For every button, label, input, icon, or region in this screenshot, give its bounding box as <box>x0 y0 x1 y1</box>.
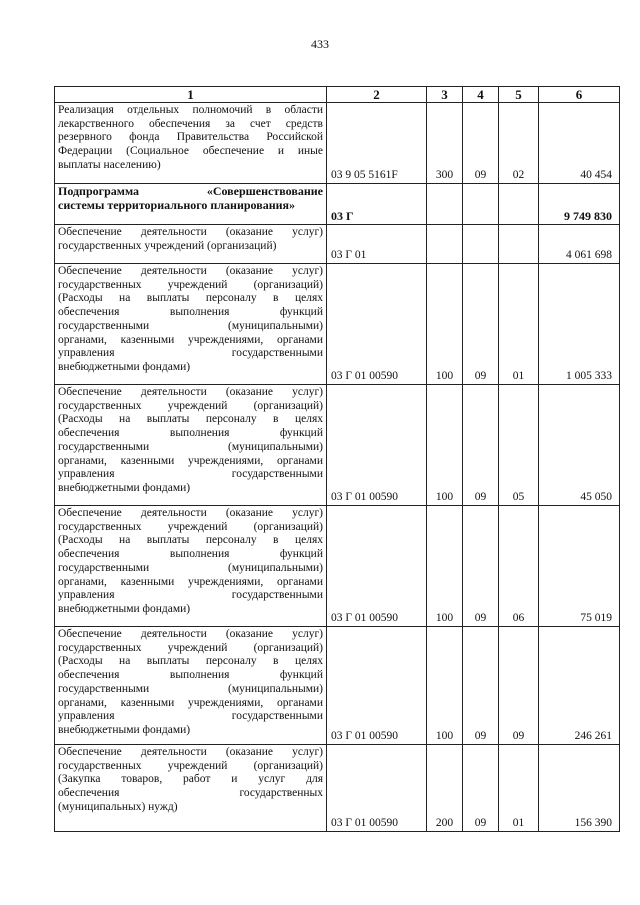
row-code: 03 Г <box>327 184 427 225</box>
row-code: 03 Г 01 00590 <box>327 264 427 385</box>
row-description <box>55 385 327 506</box>
table-row <box>55 264 620 385</box>
table-row <box>55 627 620 745</box>
description-line: обеспечения выполнения функций <box>58 306 323 319</box>
row-amount: 40 454 <box>539 103 620 184</box>
description-line: государственных учреждений (организаций) <box>58 239 277 252</box>
description-line: Обеспечение деятельности (оказание услуг) <box>58 265 323 277</box>
description-line: Реализация отдельных полномочий в области <box>58 104 323 116</box>
row-expense-type <box>427 184 463 225</box>
row-section: 09 <box>463 506 499 627</box>
description-line: внебюджетными фондами) <box>58 602 191 615</box>
description-line: государственными (муниципальными) <box>58 319 323 332</box>
description-line: резервного фонда Правительства Российской <box>58 131 323 144</box>
row-description <box>55 103 327 184</box>
description-line: лекарственного обеспечения за счет средств <box>58 117 323 130</box>
table-row <box>55 745 620 832</box>
description-line: Обеспечение деятельности (оказание услуг) <box>58 628 323 640</box>
row-expense-type <box>427 225 463 264</box>
column-header: 6 <box>539 87 620 103</box>
row-section: 09 <box>463 627 499 745</box>
row-description <box>55 264 327 385</box>
description-line: внебюджетными фондами) <box>58 481 191 494</box>
row-section <box>463 184 499 225</box>
description-line: государственными (муниципальными) <box>58 440 323 453</box>
description-line: государственных учреждений (организаций) <box>58 759 323 772</box>
table-header-row <box>55 87 620 103</box>
budget-table <box>54 86 620 832</box>
row-code: 03 Г 01 00590 <box>327 745 427 832</box>
description-line: органами, казенными учреждениями, органами <box>58 696 323 709</box>
description-line: (Расходы на выплаты персоналу в целях <box>58 655 323 668</box>
table-row <box>55 225 620 264</box>
row-section: 09 <box>463 385 499 506</box>
table-row <box>55 103 620 184</box>
row-expense-type: 100 <box>427 506 463 627</box>
description-line: органами, казенными учреждениями, органами <box>58 575 323 588</box>
description-line: внебюджетными фондами) <box>58 360 191 373</box>
description-line: (Расходы на выплаты персоналу в целях <box>58 534 323 547</box>
table-row <box>55 385 620 506</box>
description-line: государственных учреждений (организаций) <box>58 641 323 654</box>
row-subsection <box>499 184 539 225</box>
row-subsection: 09 <box>499 627 539 745</box>
description-line: системы территориального планирования» <box>58 197 296 212</box>
row-section: 09 <box>463 264 499 385</box>
row-subsection: 06 <box>499 506 539 627</box>
row-section: 09 <box>463 103 499 184</box>
row-amount: 45 050 <box>539 385 620 506</box>
description-line: управления государственными <box>58 589 323 602</box>
column-header: 4 <box>463 87 499 103</box>
description-line: (муниципальных) нужд) <box>58 800 178 813</box>
column-header: 2 <box>327 87 427 103</box>
row-subsection: 02 <box>499 103 539 184</box>
description-line: государственных учреждений (организаций) <box>58 278 323 291</box>
description-line: обеспечения государственных <box>58 787 323 800</box>
row-amount: 156 390 <box>539 745 620 832</box>
description-line: Обеспечение деятельности (оказание услуг) <box>58 746 323 758</box>
description-line: (Расходы на выплаты персоналу в целях <box>58 292 323 305</box>
row-expense-type: 100 <box>427 627 463 745</box>
row-amount: 4 061 698 <box>539 225 620 264</box>
row-subsection <box>499 225 539 264</box>
row-section <box>463 225 499 264</box>
row-description <box>55 225 327 264</box>
row-expense-type: 200 <box>427 745 463 832</box>
row-description <box>55 627 327 745</box>
table-row <box>55 506 620 627</box>
description-line: (Расходы на выплаты персоналу в целях <box>58 413 323 426</box>
description-line: выплаты населению) <box>58 158 161 171</box>
row-code: 03 Г 01 00590 <box>327 385 427 506</box>
description-line: органами, казенными учреждениями, органами <box>58 333 323 346</box>
description-line: внебюджетными фондами) <box>58 723 191 736</box>
description-line: Федерации (Социальное обеспечение и иные <box>58 145 323 158</box>
table-row <box>55 184 620 225</box>
page-number: 433 <box>311 37 329 51</box>
row-code: 03 9 05 5161F <box>327 103 427 184</box>
column-header: 3 <box>427 87 463 103</box>
description-line: Обеспечение деятельности (оказание услуг) <box>58 226 323 238</box>
description-line: управления государственными <box>58 468 323 481</box>
row-code: 03 Г 01 00590 <box>327 506 427 627</box>
row-amount: 75 019 <box>539 506 620 627</box>
row-amount: 246 261 <box>539 627 620 745</box>
description-line: управления государственными <box>58 347 323 360</box>
description-line: государственных учреждений (организаций) <box>58 520 323 533</box>
row-amount: 1 005 333 <box>539 264 620 385</box>
description-line: государственными (муниципальными) <box>58 682 323 695</box>
row-subsection: 01 <box>499 745 539 832</box>
description-line: органами, казенными учреждениями, органами <box>58 454 323 467</box>
description-line: Подпрограмма «Совершенствование <box>58 184 323 198</box>
description-line: Обеспечение деятельности (оказание услуг) <box>58 507 323 519</box>
description-line: государственными (муниципальными) <box>58 561 323 574</box>
column-header: 1 <box>55 87 327 103</box>
row-description <box>55 184 327 225</box>
column-header: 5 <box>499 87 539 103</box>
description-line: управления государственными <box>58 710 323 723</box>
row-expense-type: 100 <box>427 385 463 506</box>
row-description <box>55 506 327 627</box>
description-line: государственных учреждений (организаций) <box>58 399 323 412</box>
description-line: обеспечения выполнения функций <box>58 548 323 561</box>
row-code: 03 Г 01 <box>327 225 427 264</box>
description-line: Обеспечение деятельности (оказание услуг) <box>58 386 323 398</box>
description-line: обеспечения выполнения функций <box>58 669 323 682</box>
row-description <box>55 745 327 832</box>
row-code: 03 Г 01 00590 <box>327 627 427 745</box>
row-subsection: 05 <box>499 385 539 506</box>
row-expense-type: 300 <box>427 103 463 184</box>
row-section: 09 <box>463 745 499 832</box>
description-line: (Закупка товаров, работ и услуг для <box>58 773 323 786</box>
description-line: обеспечения выполнения функций <box>58 427 323 440</box>
row-amount: 9 749 830 <box>539 184 620 225</box>
row-subsection: 01 <box>499 264 539 385</box>
row-expense-type: 100 <box>427 264 463 385</box>
